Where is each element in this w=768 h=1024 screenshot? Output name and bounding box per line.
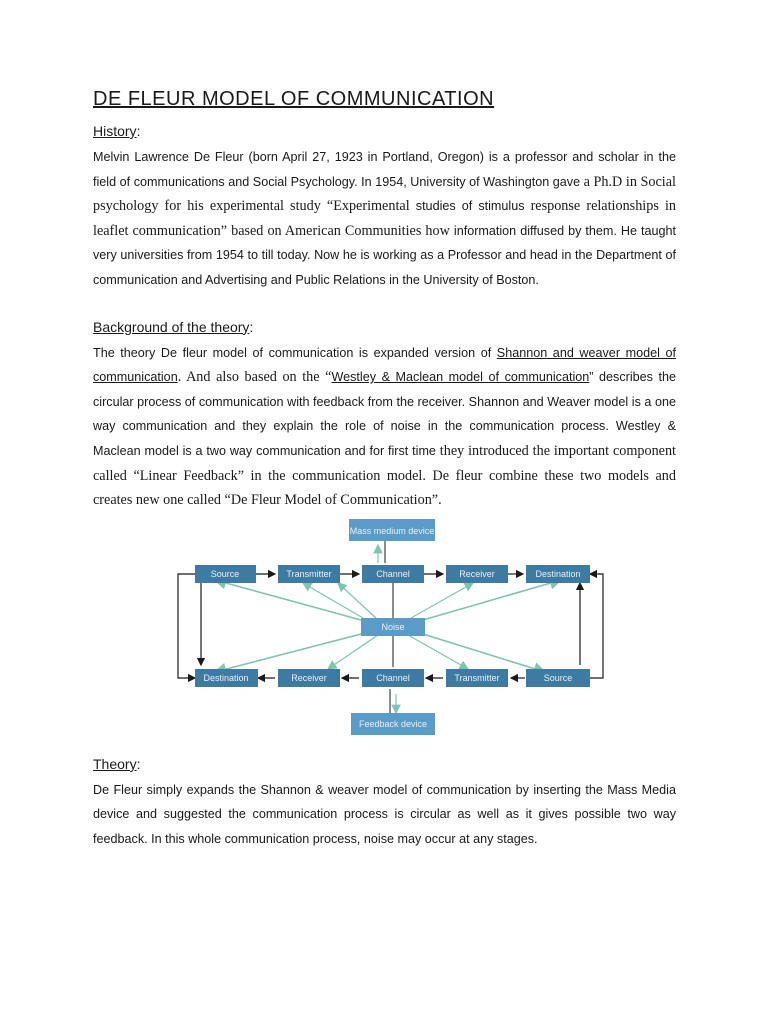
bottom-receiver-label: Receiver (291, 672, 327, 683)
feedback-device-box (351, 713, 435, 735)
bottom-channel-box (362, 669, 424, 687)
background-heading: Background of the theory: (93, 318, 254, 335)
mass-medium-box (349, 519, 435, 541)
top-transmitter-label: Transmitter (286, 568, 332, 579)
document-title: DE FLEUR MODEL OF COMMUNICATION (93, 88, 495, 110)
left-loop-line (178, 574, 195, 678)
theory-paragraph: De Fleur simply expands the Shannon & weaver model of communication by inserting the Mass Media device and suggested the communication process is circular as well as it gives possible two way feedback. In this whole communication process, noise may occur at any stages. (93, 782, 676, 846)
top-destination-label: Destination (535, 568, 581, 579)
background-paragraph: The theory De fleur model of communication is expanded version of Shannon and weaver model of communication. And also based on the “Westley & Maclean model of communication” describes the circular process of communication with feedback from the receiver. Shannon and Weaver model is a one way communication and they explain the role of noise in the communication process. Westley & Maclean model is a two way communication and for first time they introduced the important component called “Linear Feedback” in the communication model. De fleur combine these two models and creates new one called “De Fleur Model of Communication”. (93, 345, 676, 509)
bottom-destination-box (195, 669, 258, 687)
bottom-transmitter-box (446, 669, 508, 687)
bottom-source-label: Source (543, 672, 573, 683)
top-destination-box (526, 565, 590, 583)
top-source-label: Source (210, 568, 240, 579)
top-channel-box (362, 565, 424, 583)
theory-heading-text: Theory (93, 755, 137, 772)
bottom-transmitter-label: Transmitter (454, 672, 500, 683)
bottom-receiver-box (278, 669, 340, 687)
noise-box (361, 618, 425, 636)
history-heading-text: History (93, 123, 137, 139)
bottom-destination-label: Destination (203, 672, 249, 683)
feedback-device-label: Feedback device (358, 718, 428, 729)
bottom-source-box (526, 669, 590, 687)
top-channel-label: Channel (376, 568, 410, 579)
history-heading: History: (93, 123, 141, 139)
top-receiver-box (446, 565, 508, 583)
mass-medium-label: Mass medium device (349, 525, 435, 536)
bottom-channel-label: Channel (376, 672, 410, 683)
top-transmitter-box (278, 565, 340, 583)
top-source-box (195, 565, 256, 583)
shannon-weaver-link[interactable]: Shannon and weaver model of communication (93, 345, 676, 385)
theory-heading: Theory: (93, 755, 141, 772)
noise-label: Noise (381, 621, 405, 632)
background-heading-text: Background of the theory (93, 318, 250, 335)
top-receiver-label: Receiver (459, 568, 495, 579)
de-fleur-diagram (93, 519, 676, 749)
document-page (93, 86, 676, 852)
westley-maclean-link[interactable]: Westley & Maclean model of communication (331, 370, 590, 385)
history-paragraph: Melvin Lawrence De Fleur (born April 27, 1923 in Portland, Oregon) is a professor and scholar in the field of communications and Social Psychology. In 1954, University of Washington gave a Ph.D in Social psychology for his experimental study “Experimental studies of stimulus response relationships in leaflet communication” based on American Communities how information diffused by them. He taught very universities from 1954 to till today. Now he is working as a Professor and head in the Department of communication and Advertising and Public Relations in the University of Boston. (93, 150, 676, 287)
right-loop-line (590, 574, 603, 678)
